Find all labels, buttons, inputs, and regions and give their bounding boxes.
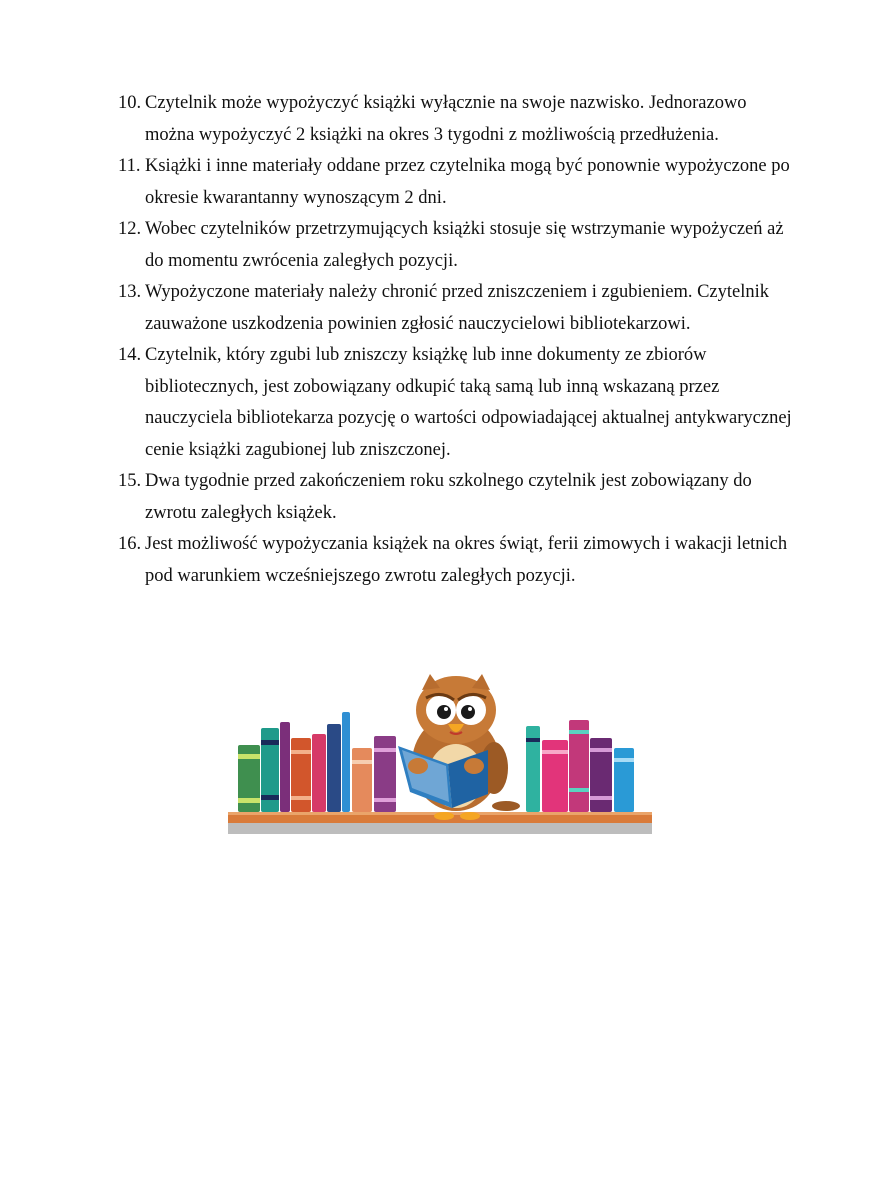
rule-number: 14.	[118, 345, 142, 365]
owl-reading	[398, 674, 520, 820]
rule-item	[118, 151, 798, 214]
rules-list	[118, 88, 798, 592]
books-right	[526, 720, 634, 812]
rule-text: Czytelnik może wypożyczyć książki wyłącznie na swoje nazwisko. Jednorazowo można wypożyczyć 2 książki na okres 3 tygodni z możliwością przedłużenia.	[145, 93, 747, 145]
rule-number: 13.	[118, 282, 142, 302]
books-left	[238, 712, 396, 812]
rule-number: 15.	[118, 471, 142, 491]
rule-item	[118, 340, 798, 466]
owl-reading-on-bookshelf-icon	[226, 668, 654, 840]
rule-text: Czytelnik, który zgubi lub zniszczy książkę lub inne dokumenty ze zbiorów bibliotecznych, jest zobowiązany odkupić taką samą lub inną wskazaną przez nauczyciela bibliotekarza pozycję o wartości odpowiadającej aktualnej antykwarycznej cenie książki zagubionej lub zniszczonej.	[145, 345, 792, 460]
rule-text: Wypożyczone materiały należy chronić przed zniszczeniem i zgubieniem. Czytelnik zauważone uszkodzenia powinien zgłosić nauczycielowi bibliotekarzowi.	[145, 282, 770, 334]
rule-text: Wobec czytelników przetrzymujących książki stosuje się wstrzymanie wypożyczeń aż do momentu zwrócenia zaległych pozycji.	[145, 219, 784, 271]
rule-number: 12.	[118, 219, 142, 239]
rule-number: 10.	[118, 93, 142, 113]
rule-text: Jest możliwość wypożyczania książek na okres świąt, ferii zimowych i wakacji letnich pod warunkiem wcześniejszego zwrotu zaległych pozycji.	[145, 534, 788, 586]
rule-text: Książki i inne materiały oddane przez czytelnika mogą być ponownie wypożyczone po okresie kwarantanny wynoszącym 2 dni.	[145, 156, 790, 208]
rule-text: Dwa tygodnie przed zakończeniem roku szkolnego czytelnik jest zobowiązany do zwrotu zaległych książek.	[145, 471, 752, 523]
rule-item	[118, 277, 798, 340]
rule-item	[118, 529, 798, 592]
rule-number: 16.	[118, 534, 142, 554]
rule-item	[118, 466, 798, 529]
rule-item	[118, 88, 798, 151]
rule-item	[118, 214, 798, 277]
rule-number: 11.	[118, 156, 141, 176]
